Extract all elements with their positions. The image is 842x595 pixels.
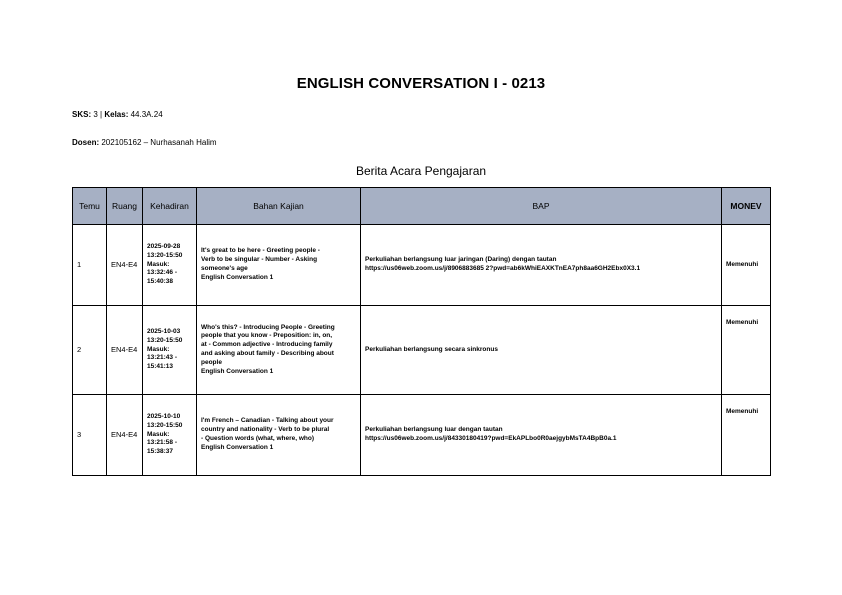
kehadiran-date: 2025-10-03: [147, 328, 181, 336]
header-kehadiran: Kehadiran: [143, 188, 197, 225]
bahan-line: people that you know - Preposition: in, on,: [201, 332, 333, 340]
bahan-line: English Conversation 1: [201, 443, 274, 451]
bahan-line: someone's age: [201, 265, 248, 272]
monev-cell: Memenuhi: [722, 225, 771, 306]
bahan-kajian-cell: [197, 225, 361, 306]
kehadiran-in: 13:32:46 -: [147, 269, 177, 277]
kehadiran-date: 2025-10-10: [147, 413, 181, 421]
kelas-label: Kelas:: [104, 110, 129, 119]
bap-cell: [361, 395, 722, 476]
table-row: [73, 225, 771, 306]
kehadiran-schedule: 13:20-15:50: [147, 251, 183, 259]
bahan-line: Verb to be singular - Number - Asking: [201, 256, 318, 264]
bahan-line: Who's this? - Introducing People - Greeting: [201, 323, 335, 331]
kehadiran-label: Masuk:: [147, 430, 170, 438]
bahan-line: English Conversation 1: [201, 273, 274, 281]
bap-cell: [361, 306, 722, 395]
teaching-report-table: [72, 187, 771, 476]
kelas-value: 44.3A.24: [130, 110, 163, 119]
bahan-line: people: [201, 358, 222, 366]
kehadiran-date: 2025-09-28: [147, 243, 181, 251]
bahan-line: - Question words (what, where, who): [201, 435, 315, 442]
dosen-label: Dosen:: [72, 138, 100, 147]
bahan-kajian-cell: [197, 306, 361, 395]
bap-line: Perkuliahan berlangsung luar dengan tautan: [365, 426, 503, 434]
table-row: [73, 306, 771, 395]
kehadiran-out: 15:40:38: [147, 278, 174, 286]
bap-line: Perkuliahan berlangsung secara sinkronus: [365, 345, 498, 353]
ruang-cell: EN4-E4: [107, 395, 143, 476]
ruang-cell: EN4-E4: [107, 225, 143, 306]
header-temu: Temu: [73, 188, 107, 225]
bahan-line: at - Common adjective - Introducing family: [201, 341, 333, 349]
sks-value: 3: [93, 110, 98, 119]
bahan-line: English Conversation 1: [201, 367, 274, 375]
section-title: Berita Acara Pengajaran: [355, 164, 487, 178]
bap-cell: [361, 225, 722, 306]
monev-cell: Memenuhi: [722, 306, 771, 395]
lecturer-info: [72, 138, 217, 147]
bap-link: https://us06web.zoom.us/j/8906883685 2?pwd=ab6kWhiEAXKTnEA7ph8aa6GH2Ebx0X3.1: [365, 265, 641, 272]
kehadiran-schedule: 13:20-15:50: [147, 421, 183, 429]
kehadiran-label: Masuk:: [147, 345, 170, 353]
monev-cell: Memenuhi: [722, 395, 771, 476]
kehadiran-in: 13:21:43 -: [147, 354, 177, 362]
kehadiran-label: Masuk:: [147, 260, 170, 268]
bahan-kajian-cell: [197, 395, 361, 476]
kehadiran-in: 13:21:58 -: [147, 439, 177, 447]
separator: |: [100, 110, 103, 119]
bahan-line: I'm French – Canadian - Talking about your: [201, 417, 334, 425]
bahan-line: country and nationality - Verb to be plural: [201, 426, 330, 434]
bahan-line: It's great to be here - Greeting people -: [201, 247, 320, 255]
header-monev: MONEV: [722, 188, 771, 225]
course-info: [72, 110, 163, 119]
kehadiran-out: 15:38:37: [147, 448, 174, 456]
ruang-cell: EN4-E4: [107, 306, 143, 395]
kehadiran-out: 15:41:13: [147, 363, 174, 371]
bap-line: Perkuliahan berlangsung luar jaringan (Daring) dengan tautan: [365, 256, 557, 264]
kehadiran-cell: [143, 395, 197, 476]
kehadiran-cell: [143, 225, 197, 306]
dosen-value: 202105162 – Nurhasanah Halim: [101, 138, 217, 147]
bap-link: https://us06web.zoom.us/j/84330180419?pwd=EkAPLbo0R0aejgybMsTA4BpB0a.1: [365, 435, 617, 442]
header-bahan-kajian: Bahan Kajian: [197, 188, 361, 225]
document-title: ENGLISH CONVERSATION I - 0213: [296, 75, 546, 92]
kehadiran-cell: [143, 306, 197, 395]
kehadiran-schedule: 13:20-15:50: [147, 336, 183, 344]
bahan-line: and asking about family - Describing about: [201, 350, 334, 357]
table-header-row: [73, 188, 771, 225]
sks-label: SKS:: [72, 110, 92, 119]
table-row: [73, 395, 771, 476]
temu-cell: 3: [73, 395, 107, 476]
header-bap: BAP: [361, 188, 722, 225]
header-ruang: Ruang: [107, 188, 143, 225]
temu-cell: 1: [73, 225, 107, 306]
temu-cell: 2: [73, 306, 107, 395]
